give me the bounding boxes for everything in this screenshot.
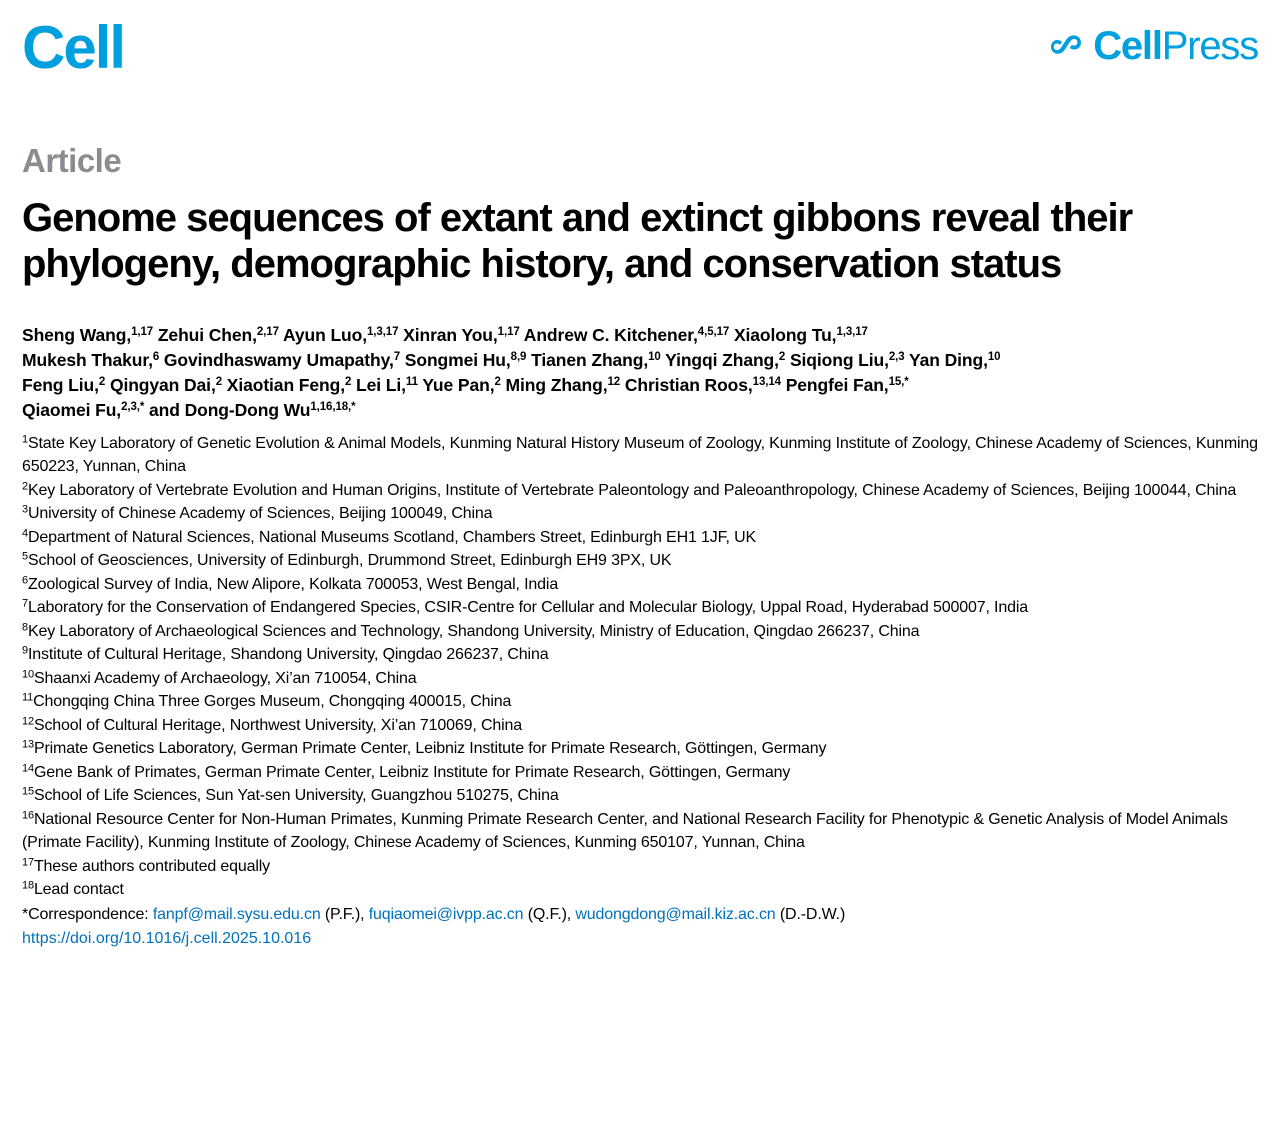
doi-line — [22, 927, 1258, 951]
doi-link[interactable]: https://doi.org/10.1016/j.cell.2025.10.016 — [22, 930, 312, 948]
affiliation-text: National Resource Center for Non-Human Primates, Kunming Primate Research Center, and National Research Facility for Phenotypic & Genetic Analysis of Model Animals (Primate Facility), Kunming Institute of Zoology, Chinese Academy of Sciences, Kunming 650107, Yunnan, China — [22, 810, 1228, 852]
article-type-label: Article — [22, 142, 122, 179]
affiliation-text: School of Geosciences, University of Edinburgh, Drummond Street, Edinburgh EH9 3PX, UK — [27, 552, 672, 570]
author-affiliation-marker: 1,17 — [131, 326, 154, 339]
author-name: Lei Li, — [356, 374, 406, 395]
author-name: Zehui Chen, — [157, 325, 257, 346]
author-name: Pengfei Fan, — [785, 374, 889, 395]
author-affiliation-marker: 8,9 — [510, 351, 527, 364]
affiliation-item — [22, 855, 1258, 879]
correspondence-label: *Correspondence: — [22, 905, 149, 923]
affiliation-item — [22, 596, 1258, 620]
affiliation-text: Key Laboratory of Vertebrate Evolution and Human Origins, Institute of Vertebrate Paleontology and Paleoanthropology, Chinese Academy of Sciences, Beijing 100044, China — [27, 481, 1237, 499]
affiliation-text: Institute of Cultural Heritage, Shandong University, Qingdao 266237, China — [27, 646, 549, 664]
affiliation-number: 13 — [22, 738, 34, 751]
affiliation-number: 5 — [22, 550, 28, 563]
cellpress-mark-icon — [1051, 29, 1085, 63]
author-line — [22, 373, 1258, 398]
affiliation-item — [22, 526, 1258, 550]
affiliation-number: 16 — [22, 809, 34, 822]
author-affiliation-marker: 7 — [393, 351, 401, 364]
author-affiliation-marker: 1,16,18,* — [310, 400, 356, 413]
author-line — [22, 398, 1258, 423]
affiliation-item — [22, 573, 1258, 597]
author-name: Qiaomei Fu, — [22, 399, 122, 420]
affiliation-list — [22, 432, 1258, 902]
affiliation-item — [22, 784, 1258, 808]
author-affiliation-marker: 2,3 — [888, 351, 905, 364]
author-affiliation-marker: 12 — [607, 375, 621, 388]
affiliation-number: 1 — [22, 433, 28, 446]
affiliation-item — [22, 643, 1258, 667]
author-name: Andrew C. Kitchener, — [523, 325, 698, 346]
author-name: Qingyan Dai, — [109, 374, 216, 395]
affiliation-text: Gene Bank of Primates, German Primate Center, Leibniz Institute for Primate Research, Göttingen, Germany — [33, 763, 791, 781]
affiliation-number: 17 — [22, 856, 34, 869]
cellpress-wordmark: CellPress — [1093, 24, 1258, 68]
affiliation-number: 4 — [22, 527, 28, 540]
author-line — [22, 323, 1258, 348]
author-name: Ming Zhang, — [505, 374, 608, 395]
author-affiliation-marker: 2,3,* — [121, 400, 145, 413]
author-affiliation-marker: 2 — [494, 375, 501, 388]
author-name: Mukesh Thakur, — [22, 350, 153, 371]
author-name: Feng Liu, — [22, 374, 99, 395]
author-affiliation-marker: 2 — [98, 375, 106, 388]
affiliation-text: Laboratory for the Conservation of Endangered Species, CSIR-Centre for Cellular and Molecular Biology, Uppal Road, Hyderabad 500007, India — [27, 599, 1029, 617]
author-affiliation-marker: 10 — [987, 351, 1001, 364]
affiliation-text: School of Life Sciences, Sun Yat-sen University, Guangzhou 510275, China — [33, 787, 559, 805]
affiliation-text: Primate Genetics Laboratory, German Primate Center, Leibniz Institute for Primate Research, Göttingen, Germany — [33, 740, 827, 758]
affiliation-number: 15 — [22, 785, 34, 798]
author-list — [22, 323, 1258, 422]
affiliation-text: University of Chinese Academy of Sciences, Beijing 100049, China — [27, 505, 493, 523]
affiliation-number: 2 — [22, 480, 28, 493]
author-name: Sheng Wang, — [22, 325, 132, 346]
affiliation-item — [22, 502, 1258, 526]
affiliation-item — [22, 432, 1258, 479]
affiliation-text: Zoological Survey of India, New Alipore, Kolkata 700053, West Bengal, India — [27, 575, 559, 593]
affiliation-number: 14 — [22, 762, 34, 775]
affiliation-item — [22, 761, 1258, 785]
affiliation-item — [22, 737, 1258, 761]
author-affiliation-marker: 10 — [648, 351, 661, 364]
affiliation-item — [22, 714, 1258, 738]
author-name: Yue Pan, — [422, 374, 495, 395]
correspondence-email-link[interactable]: wudongdong@mail.kiz.ac.cn — [575, 905, 776, 923]
page-title: Genome sequences of extant and extinct gibbons reveal their phylogeny, demographic history, and conservation status — [22, 196, 1133, 286]
correspondence-initials: (P.F.), — [324, 905, 365, 923]
affiliation-number: 10 — [22, 668, 34, 681]
author-affiliation-marker: 2 — [215, 375, 222, 388]
affiliation-number: 9 — [22, 644, 28, 657]
affiliation-number: 8 — [22, 621, 28, 634]
affiliation-number: 18 — [22, 879, 34, 892]
author-name: Siqiong Liu, — [789, 350, 889, 371]
author-name: Songmei Hu, — [404, 350, 511, 371]
author-affiliation-marker: 13,14 — [752, 375, 781, 388]
author-affiliation-marker: 4,5,17 — [697, 326, 730, 339]
correspondence-email-link[interactable]: fanpf@mail.sysu.edu.cn — [152, 905, 321, 923]
author-line — [22, 348, 1258, 373]
affiliation-number: 3 — [22, 503, 28, 516]
affiliation-text: School of Cultural Heritage, Northwest University, Xi’an 710069, China — [33, 716, 523, 734]
affiliation-text: These authors contributed equally — [33, 857, 271, 875]
author-affiliation-marker: 1,17 — [497, 326, 520, 339]
affiliation-item — [22, 667, 1258, 691]
author-name: Xinran You, — [403, 325, 498, 346]
affiliation-text: State Key Laboratory of Genetic Evolution & Animal Models, Kunming Natural History Museum of Zoology, Kunming Institute of Zoology, Chinese Academy of Sciences, Kunming 650223, Yunnan, China — [22, 434, 1258, 476]
affiliation-text: Chongqing China Three Gorges Museum, Chongqing 400015, China — [33, 693, 512, 711]
author-name: Govindhaswamy Umapathy, — [163, 350, 394, 371]
affiliation-number: 11 — [22, 691, 34, 704]
affiliation-text: Department of Natural Sciences, National Museums Scotland, Chambers Street, Edinburgh EH1 1JF, UK — [27, 528, 756, 546]
author-affiliation-marker: 15,* — [888, 375, 909, 388]
affiliation-number: 12 — [22, 715, 34, 728]
affiliation-text: Lead contact — [33, 881, 124, 899]
author-affiliation-marker: 2,17 — [256, 326, 279, 339]
author-affiliation-marker: 1,3,17 — [836, 326, 868, 339]
author-affiliation-marker: 11 — [405, 375, 418, 388]
affiliation-item — [22, 479, 1258, 503]
author-name: Ayun Luo, — [283, 325, 367, 346]
affiliation-item — [22, 549, 1258, 573]
author-affiliation-marker: 6 — [152, 351, 160, 364]
correspondence-initials: (D.-D.W.) — [779, 905, 846, 923]
affiliation-number: 7 — [22, 597, 28, 610]
affiliation-text: Shaanxi Academy of Archaeology, Xi’an 710054, China — [33, 669, 417, 687]
affiliation-item — [22, 808, 1258, 855]
affiliation-item — [22, 620, 1258, 644]
affiliation-text: Key Laboratory of Archaeological Sciences and Technology, Shandong University, Ministry of Education, Qingdao 266237, China — [27, 622, 920, 640]
affiliation-number: 6 — [22, 574, 28, 587]
affiliation-item — [22, 878, 1258, 902]
author-affiliation-marker: 2 — [344, 375, 352, 388]
author-name: Christian Roos, — [624, 374, 753, 395]
author-affiliation-marker: 1,3,17 — [367, 326, 399, 339]
affiliation-item — [22, 690, 1258, 714]
cell-journal-logo: Cell — [22, 14, 125, 81]
author-name: Tianen Zhang, — [531, 350, 649, 371]
author-name: Xiaolong Tu, — [733, 325, 837, 346]
correspondence-initials: (Q.F.), — [527, 905, 572, 923]
cellpress-logo — [1051, 26, 1258, 66]
author-affiliation-marker: 2 — [778, 351, 786, 364]
author-name: Yingqi Zhang, — [665, 350, 779, 371]
author-name: Yan Ding, — [909, 350, 988, 371]
author-name: Xiaotian Feng, — [226, 374, 345, 395]
correspondence-email-link[interactable]: fuqiaomei@ivpp.ac.cn — [368, 905, 524, 923]
masthead — [22, 0, 1258, 96]
author-name: and Dong-Dong Wu — [149, 399, 311, 420]
correspondence-line — [22, 903, 1258, 927]
